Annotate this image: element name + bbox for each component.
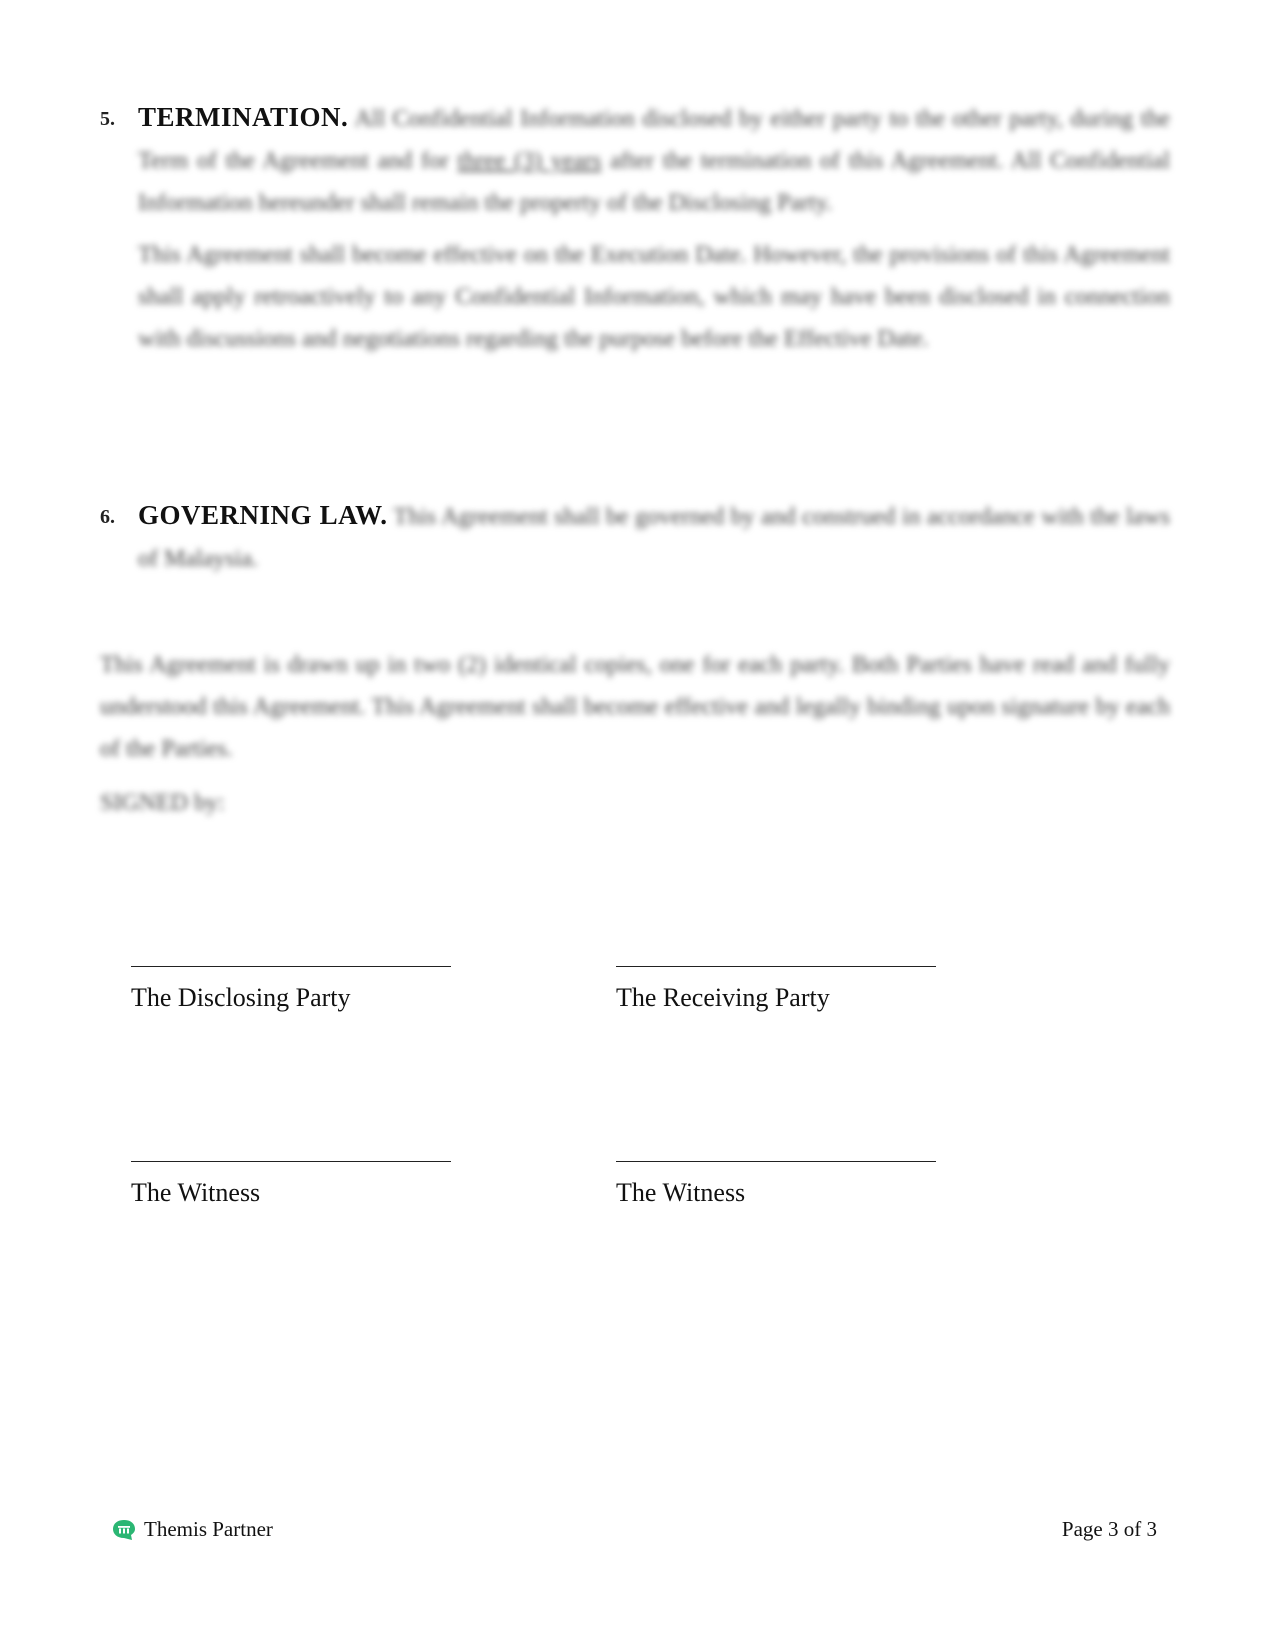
section-paragraph	[138, 96, 1170, 224]
signature-line	[616, 966, 936, 967]
signature-block-disclosing	[131, 966, 451, 1013]
section-body	[138, 494, 1170, 580]
signature-block-receiving	[616, 966, 936, 1013]
blurred-underlined-text: three (3) years	[457, 148, 602, 174]
blurred-text: This Agreement shall be governed by and construed in accordance with the laws of Malaysia.	[138, 504, 1170, 572]
signature-line	[131, 1161, 451, 1162]
signature-label: The Receiving Party	[616, 983, 830, 1012]
closing-paragraph: This Agreement is drawn up in two (2) identical copies, one for each party. Both Parties have read and fully understood this Agreement. This Agreement shall become effective and legally binding upon signature by each of the Parties.	[100, 652, 1170, 762]
blurred-text: after the termination of this Agreement. All Confidential Information hereunder shall remain the property of the Disclosing Party.	[138, 148, 1170, 216]
signature-line	[616, 1161, 936, 1162]
signature-line	[131, 966, 451, 967]
signature-block-witness-2	[616, 1161, 936, 1208]
signature-label: The Disclosing Party	[131, 983, 351, 1012]
section-paragraph-blurred: This Agreement shall become effective on the Execution Date. However, the provisions of this Agreement shall apply retroactively to any Confidential Information, which may have been disclosed in connection with discussions and negotiations regarding the purpose before the Effective Date.	[138, 242, 1170, 352]
brand-name: Themis Partner	[144, 1517, 273, 1541]
signature-block-witness-1	[131, 1161, 451, 1208]
footer-brand[interactable]	[112, 1517, 273, 1542]
section-title: TERMINATION.	[138, 102, 349, 132]
section-number: 6.	[100, 506, 115, 528]
signature-label: The Witness	[616, 1178, 746, 1207]
themis-logo-icon	[112, 1519, 136, 1541]
section-body	[138, 96, 1170, 360]
page-number: Page 3 of 3	[1061, 1517, 1157, 1541]
section-termination	[100, 96, 1170, 370]
section-governing-law	[100, 494, 1170, 590]
signed-by-label: SIGNED by:	[100, 790, 225, 816]
blurred-text: All Confidential Information disclosed by either party to the other party, during the Term of the Agreement and for	[138, 106, 1171, 174]
section-title: GOVERNING LAW.	[138, 500, 388, 530]
signature-label: The Witness	[131, 1178, 261, 1207]
section-paragraph	[138, 494, 1170, 580]
section-number: 5.	[100, 108, 115, 130]
